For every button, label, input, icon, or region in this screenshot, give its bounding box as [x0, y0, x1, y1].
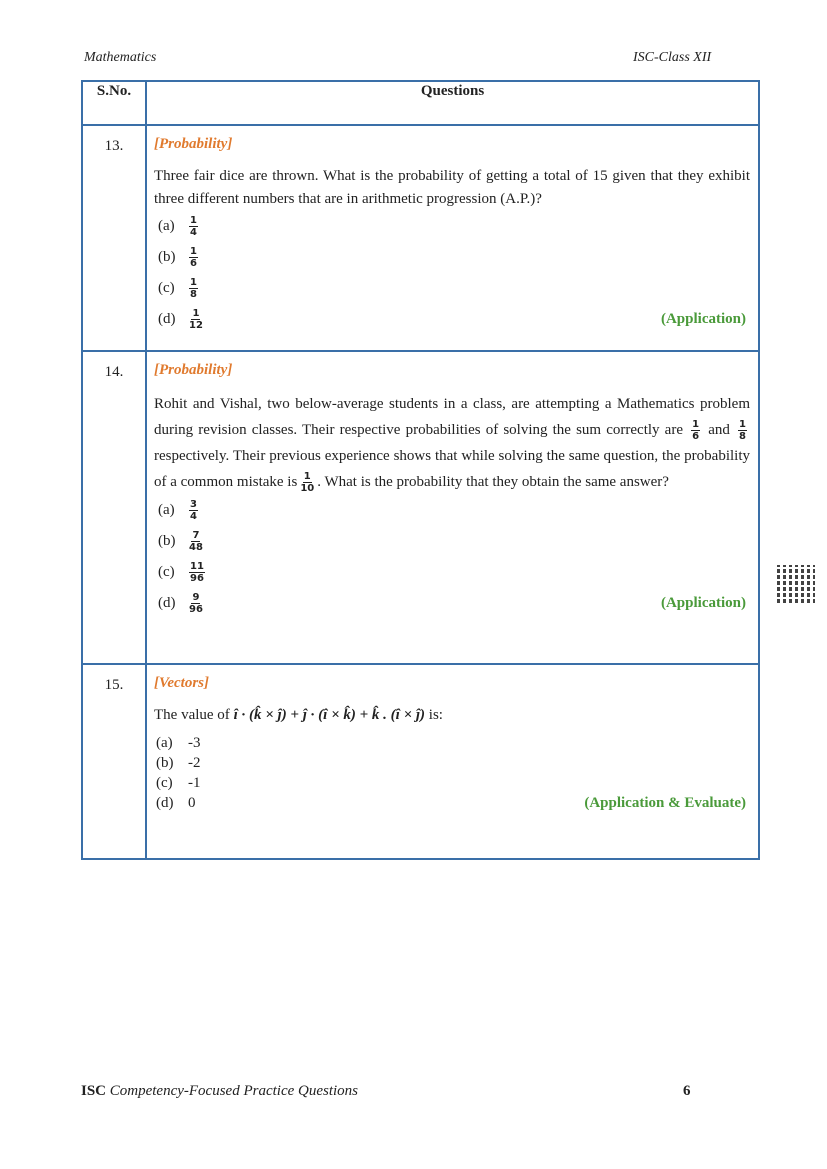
- question-category: [Probability]: [154, 362, 233, 378]
- denominator: 96: [189, 604, 203, 615]
- numerator: 11: [190, 561, 204, 572]
- fraction: [189, 499, 198, 522]
- denominator: 4: [190, 227, 197, 238]
- option-label: (b): [156, 754, 174, 771]
- question-type-tag: (Application): [660, 595, 746, 611]
- fraction: [189, 561, 205, 584]
- option-label: (a): [156, 734, 173, 751]
- question-category: [Probability]: [154, 136, 233, 152]
- fraction: [189, 246, 198, 269]
- denominator: 6: [692, 431, 700, 443]
- question-number: 13.: [82, 125, 146, 351]
- fraction: [189, 530, 203, 553]
- numerator: 1: [190, 277, 197, 288]
- option-label: (b): [158, 533, 176, 549]
- text-part: . What is the probability that they obtain the same answer?: [317, 474, 669, 490]
- table-row: [82, 125, 759, 351]
- fraction: [300, 471, 314, 494]
- text-part: and: [708, 422, 730, 438]
- question-number: 15.: [82, 664, 146, 859]
- numerator: 1: [303, 471, 311, 483]
- numerator: 1: [190, 246, 197, 257]
- numerator: 1: [190, 215, 197, 226]
- option-label: (c): [158, 564, 175, 580]
- text-part: Rohit and Vishal, two below-average students in a class, are attempting a Mathematics problem during revision classes. Their respective probabilities of solving the sum correctly are: [154, 396, 750, 438]
- option-c: [154, 557, 750, 588]
- numerator: 9: [192, 592, 200, 603]
- option-label: (c): [158, 280, 175, 296]
- page-number: 6: [683, 1083, 691, 1099]
- option-label: (d): [156, 794, 174, 811]
- option-value: -2: [188, 754, 201, 771]
- fraction: [189, 277, 198, 300]
- vector-expression: î · (k̂ × ĵ) + ĵ · (î × k̂) + k̂ . (î × ĵ): [233, 707, 426, 723]
- numerator: 3: [190, 499, 197, 510]
- option-d: [154, 793, 750, 813]
- option-label: (a): [158, 502, 175, 518]
- question-text: [154, 391, 750, 495]
- option-c: [154, 273, 750, 304]
- option-value: -1: [188, 774, 201, 791]
- numerator: 1: [739, 419, 747, 431]
- option-a: [154, 495, 750, 526]
- question-text: [154, 704, 750, 727]
- option-c: [154, 773, 750, 793]
- fraction: [189, 308, 203, 331]
- questions-table: [81, 80, 760, 860]
- denominator: 96: [190, 573, 204, 584]
- option-a: [154, 211, 750, 242]
- option-value: 0: [188, 794, 196, 811]
- denominator: 8: [739, 431, 747, 443]
- question-text: Three fair dice are thrown. What is the probability of getting a total of 15 given that they exhibit three different numbers that are in arithmetic progression (A.P.)?: [154, 168, 750, 207]
- option-a: [154, 733, 750, 753]
- option-d: [154, 304, 750, 335]
- question-type-tag: (Application): [660, 311, 746, 327]
- question-number: 14.: [82, 351, 146, 664]
- option-d: [154, 588, 750, 619]
- fraction: [691, 419, 700, 442]
- table-row: [82, 664, 759, 859]
- option-label: (d): [158, 311, 176, 327]
- option-label: (a): [158, 218, 175, 234]
- question-type-tag: (Application & Evaluate): [584, 794, 746, 811]
- fraction: [738, 419, 747, 442]
- option-label: (b): [158, 249, 176, 265]
- table-header: [82, 81, 759, 125]
- footer-text: Competency-Focused Practice Questions: [109, 1083, 359, 1099]
- denominator: 12: [189, 320, 203, 331]
- footer-brand: ISC: [81, 1083, 107, 1099]
- header-subject: Mathematics: [84, 50, 157, 65]
- text-part: The value of: [154, 707, 230, 723]
- column-sno: S.No.: [82, 81, 146, 125]
- denominator: 48: [189, 542, 203, 553]
- fraction: [189, 215, 198, 238]
- text-part: is:: [428, 707, 443, 723]
- numerator: 7: [192, 530, 200, 541]
- denominator: 8: [190, 289, 197, 300]
- table-row: [82, 351, 759, 664]
- denominator: 10: [300, 483, 315, 495]
- header-class: ISC-Class XII: [633, 50, 712, 65]
- denominator: 4: [190, 511, 197, 522]
- denominator: 6: [190, 258, 197, 269]
- question-category: [Vectors]: [154, 675, 209, 691]
- option-label: (d): [158, 595, 176, 611]
- fraction: [189, 592, 203, 615]
- option-b: [154, 753, 750, 773]
- option-b: [154, 242, 750, 273]
- numerator: 1: [692, 419, 700, 431]
- option-label: (c): [156, 774, 173, 791]
- numerator: 1: [192, 308, 200, 319]
- column-questions: Questions: [146, 81, 759, 125]
- option-value: -3: [188, 734, 201, 751]
- footer-title: [81, 1083, 358, 1100]
- text-part: respectively. Their previous experience shows that while solving the same question, the probability of a common mistake is: [154, 448, 750, 490]
- qr-code-icon: [777, 565, 815, 603]
- option-b: [154, 526, 750, 557]
